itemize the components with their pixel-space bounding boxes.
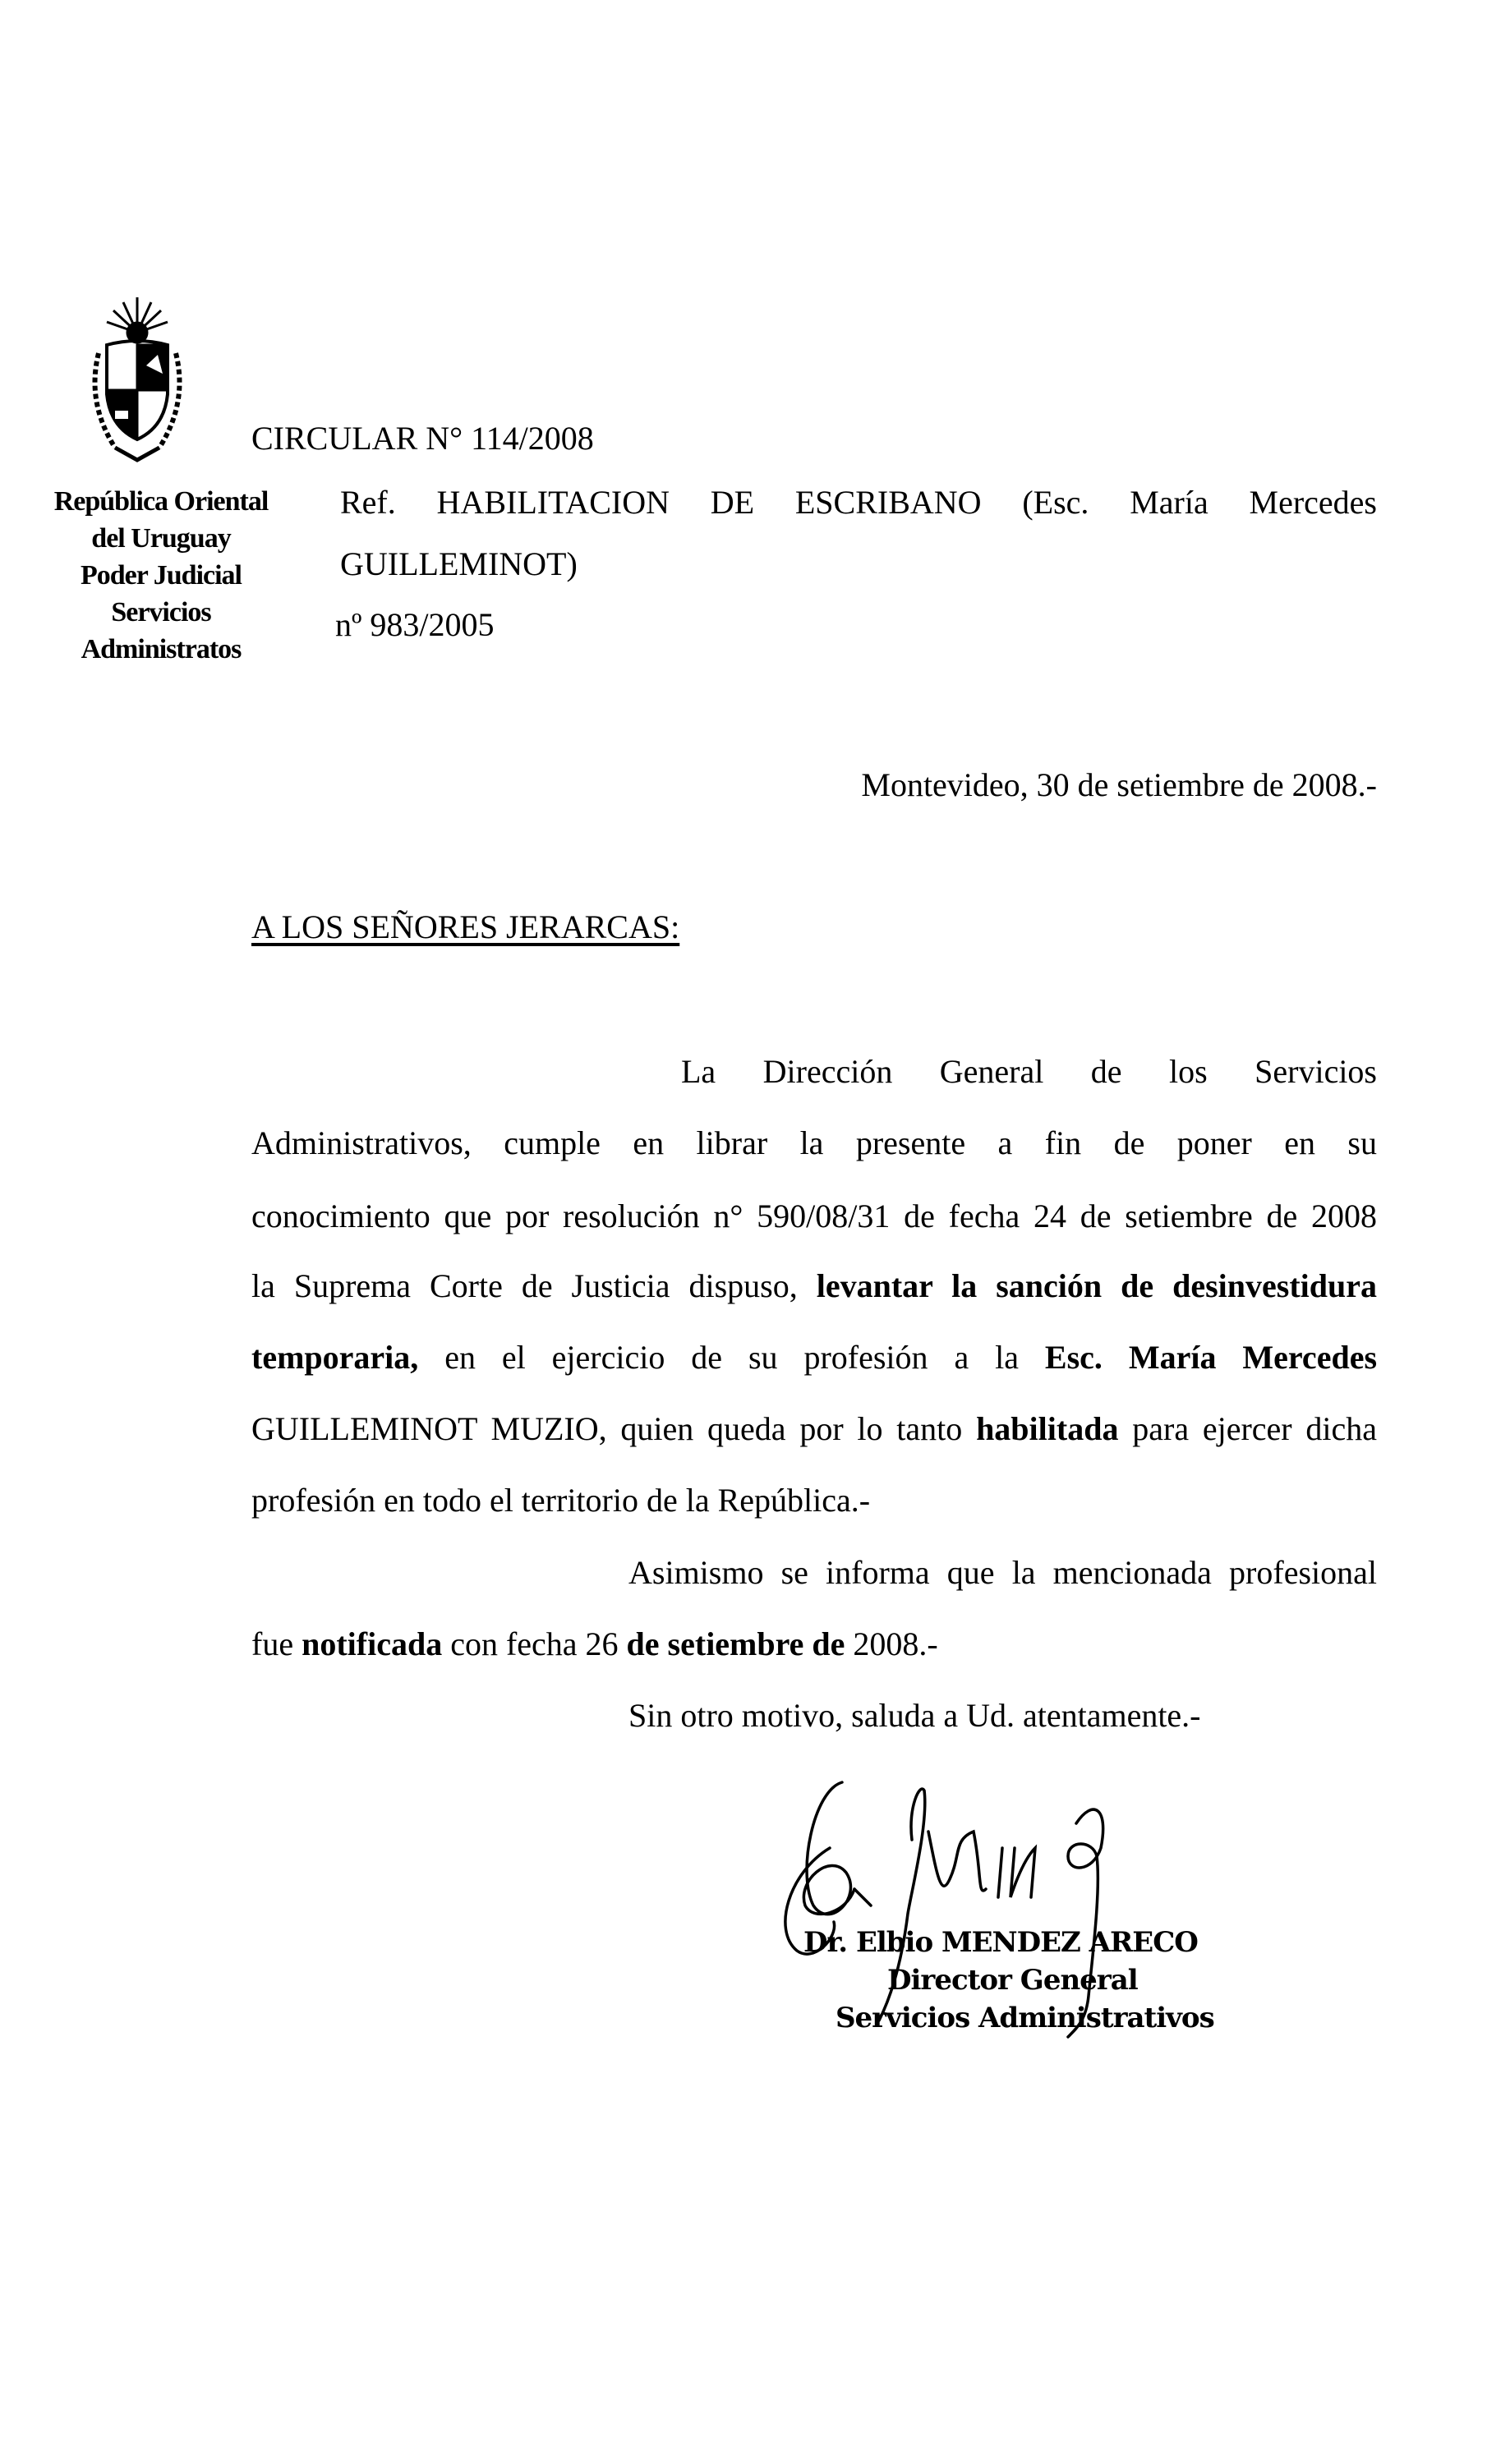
body-line [251, 1197, 1377, 1236]
ref-word: Mercedes [1249, 484, 1377, 521]
text: GUILLEMINOT MUZIO, [251, 1410, 607, 1447]
text: la Suprema Corte de Justicia dispuso, [251, 1267, 817, 1304]
institution-line: Administratos [81, 634, 242, 664]
ref-word: DE [710, 484, 755, 521]
text: Administrativos, cumple en librar la presente a fin de poner en su [251, 1124, 1377, 1161]
circular-number: CIRCULAR N° 114/2008 [251, 420, 594, 457]
bold-text: temporaria, [251, 1339, 419, 1376]
body-line [251, 1409, 1377, 1449]
signatory-office: Servicios Administrativos [836, 2002, 1214, 2034]
body-line [628, 1696, 1377, 1735]
reference-number: nº 983/2005 [335, 606, 495, 643]
institution-block [33, 483, 289, 668]
reference-line [340, 483, 1377, 522]
ref-word: Ref. [340, 484, 396, 521]
text: con fecha 26 [442, 1625, 627, 1662]
bold-text: Esc. María Mercedes [1044, 1339, 1378, 1376]
reference-line-2: GUILLEMINOT) [340, 545, 578, 582]
salutation [251, 908, 679, 947]
bold-text: levantar la sanción de desinvestidura [816, 1267, 1377, 1304]
ref-word: María [1130, 484, 1208, 521]
text: conocimiento que por resolución n° 590/08/31 de fecha 24 de setiembre de 2008 [251, 1198, 1377, 1234]
text: Sin otro motivo, saluda a Ud. atentamente.- [628, 1697, 1201, 1734]
text: La Dirección General de los Servicios [681, 1053, 1377, 1090]
text: fue [251, 1625, 302, 1662]
body-line [251, 1481, 1377, 1520]
body-line [251, 1625, 1377, 1664]
text: para ejercer dicha [1118, 1410, 1378, 1447]
signatory-title: Director General [887, 1964, 1138, 1997]
text: en el ejercicio de su profesión a la [418, 1339, 1045, 1376]
ref-word: ESCRIBANO [794, 484, 982, 521]
bold-text: notificada [302, 1625, 443, 1662]
signatory-name: Dr. Elbio MENDEZ ARECO [803, 1926, 1198, 1959]
coat-of-arms-seal [82, 296, 193, 464]
text: Asimismo se informa que la mencionada profesional [628, 1554, 1377, 1591]
text: quien queda por lo tanto [606, 1410, 977, 1447]
body-line [251, 1338, 1377, 1377]
body-line [251, 1124, 1377, 1163]
institution-line: Servicios [111, 597, 211, 627]
ref-word: (Esc. [1022, 484, 1089, 521]
institution-line: Poder Judicial [81, 560, 242, 591]
bold-text: de setiembre de [626, 1625, 845, 1662]
text: profesión en todo el territorio de la República.- [251, 1482, 871, 1519]
bold-text: habilitada [976, 1410, 1119, 1447]
body-line [628, 1553, 1377, 1593]
body-line [681, 1052, 1377, 1092]
body-line [251, 1266, 1377, 1306]
salutation-text: A LOS SEÑORES JERARCAS: [251, 908, 680, 945]
text: 2008.- [845, 1625, 938, 1662]
document-date: Montevideo, 30 de setiembre de 2008.- [861, 766, 1377, 803]
institution-line: República Oriental [53, 486, 269, 517]
ref-word: HABILITACION [436, 484, 670, 521]
institution-line: del Uruguay [91, 523, 231, 554]
